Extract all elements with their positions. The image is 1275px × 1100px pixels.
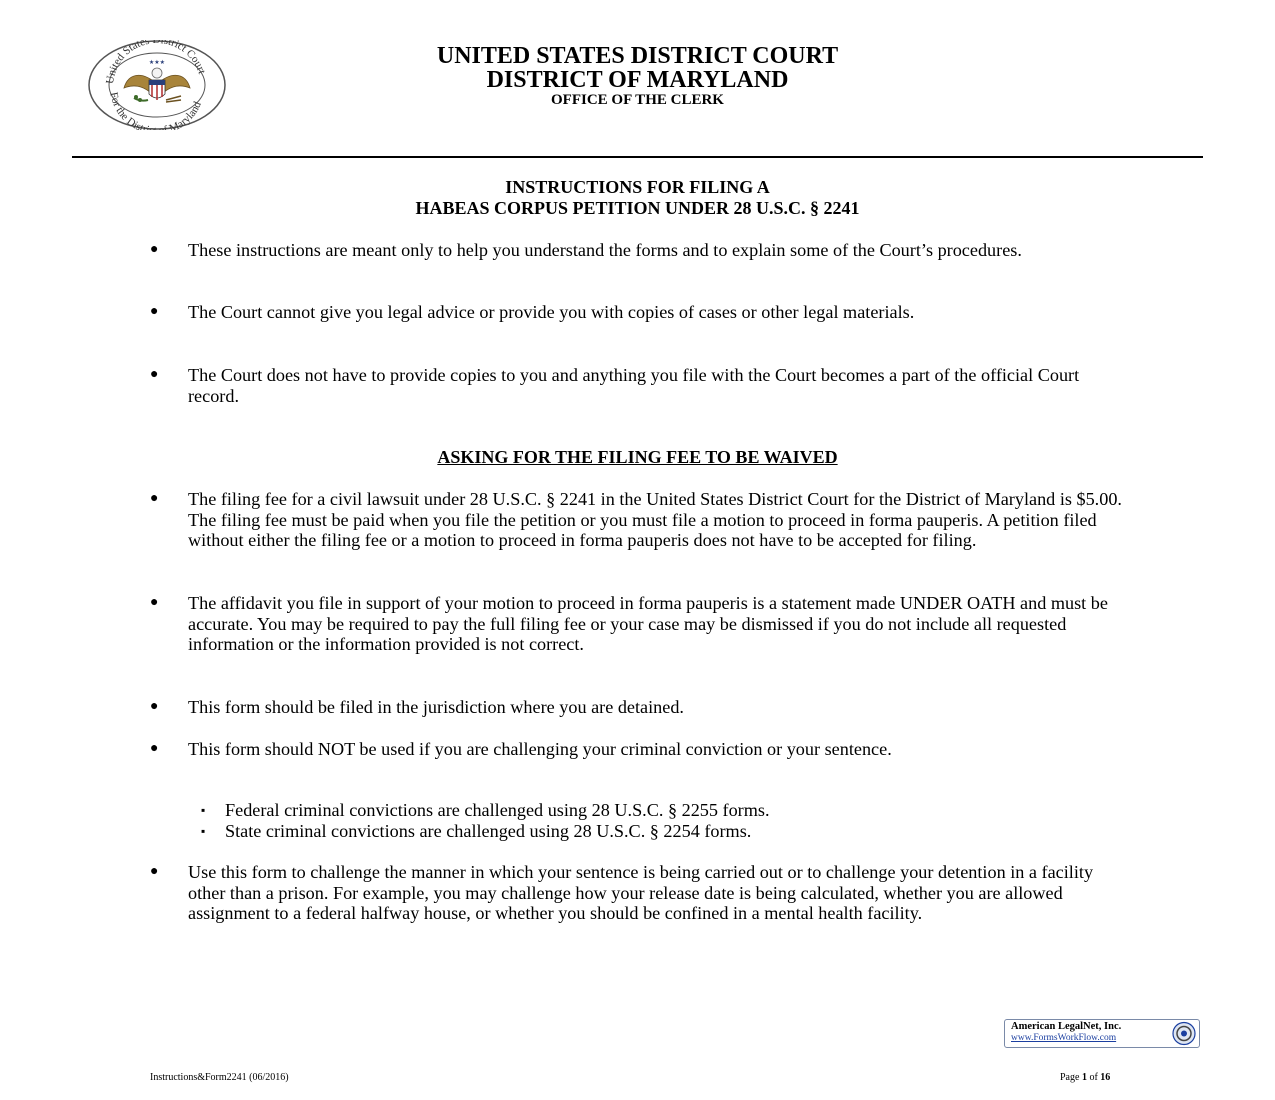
bullet-icon: ● — [150, 699, 159, 714]
legalnet-logo — [1004, 1019, 1200, 1048]
bullet-text: This form should be filed in the jurisdiction where you are detained. — [188, 697, 684, 717]
bullet-icon: ● — [150, 741, 159, 756]
bullet-icon: ● — [150, 242, 159, 257]
court-name: UNITED STATES DISTRICT COURT — [436, 43, 839, 69]
bullet-icon: ● — [150, 864, 159, 879]
form-id: Instructions&Form2241 (06/2016) — [150, 1072, 289, 1083]
square-bullet-icon: ▪ — [201, 803, 206, 817]
page-number: 1 — [1081, 1072, 1087, 1083]
bullet-text: Use this form to challenge the manner in which your sentence is being carried out or to challenge your detention in a facility other than a prison. For example, you may challenge how your release date is being calculated, whether you are allowed assignment to a federal halfway house, or whether you should be confined in a mental health facility. — [188, 862, 1094, 924]
document-title-line2: HABEAS CORPUS PETITION UNDER 28 U.S.C. § 2241 — [415, 198, 860, 218]
svg-text:★★★: ★★★ — [148, 60, 166, 66]
globe-icon — [1171, 1021, 1197, 1046]
sub-bullet-text: State criminal convictions are challenged using 28 U.S.C. § 2254 forms. — [225, 821, 752, 841]
page-total: 16 — [1100, 1072, 1111, 1083]
seal-ring-text-top: United States District Court — [104, 40, 208, 85]
header-divider — [72, 156, 1203, 158]
office-name: OFFICE OF THE CLERK — [551, 92, 724, 108]
bullet-text: The affidavit you file in support of your motion to proceed in forma pauperis is a statement made UNDER OATH and must be accurate. You may be required to pay the full filing fee or your case may be dismissed if you do not include all requested information or the information provided is not correct. — [188, 593, 1108, 655]
page-prefix: Page — [1060, 1072, 1080, 1083]
section-heading-text: ASKING FOR THE FILING FEE TO BE WAIVED — [437, 447, 838, 467]
bullet-text: The filing fee for a civil lawsuit under 28 U.S.C. § 2241 in the United States District Court for the District of Maryland is $5.00. The filing fee must be paid when you file the petition or you must file a motion to proceed in forma pauperis. A petition filed without either the filing fee or a motion to proceed in forma pauperis does not have to be accepted for filing. — [188, 489, 1122, 551]
bullet-icon: ● — [150, 304, 159, 319]
seal-ring-text-bottom: For the Distr Maryland — [107, 91, 204, 130]
bullet-text: The Court does not have to provide copies to you and anything you file with the Court becomes a part of the official Court record. — [188, 365, 1080, 406]
bullet-icon: ● — [150, 491, 159, 506]
bullet-text: The Court cannot give you legal advice or provide you with copies of cases or other legal materials. — [188, 302, 915, 322]
section-heading — [300, 448, 975, 466]
document-title-line1: INSTRUCTIONS FOR FILING A — [505, 177, 770, 197]
page-indicator — [1060, 1073, 1110, 1083]
logo-company: American LegalNet, Inc. — [1011, 1021, 1122, 1032]
bullet-text: This form should NOT be used if you are challenging your criminal conviction or your sentence. — [188, 739, 892, 759]
bullet-icon: ● — [150, 595, 159, 610]
court-seal — [86, 40, 228, 130]
square-bullet-icon: ▪ — [201, 824, 206, 838]
sub-bullet-text: Federal criminal convictions are challenged using 28 U.S.C. § 2255 forms. — [225, 800, 770, 820]
logo-url-link[interactable]: www.FormsWorkFlow.com — [1011, 1033, 1117, 1043]
bullet-text: These instructions are meant only to help you understand the forms and to explain some of the Court’s procedures. — [188, 240, 1022, 260]
page-of: of — [1089, 1072, 1098, 1083]
eagle-seal-icon — [86, 40, 228, 130]
bullet-icon: ● — [150, 367, 159, 382]
district-name: DISTRICT OF MARYLAND — [486, 67, 789, 93]
